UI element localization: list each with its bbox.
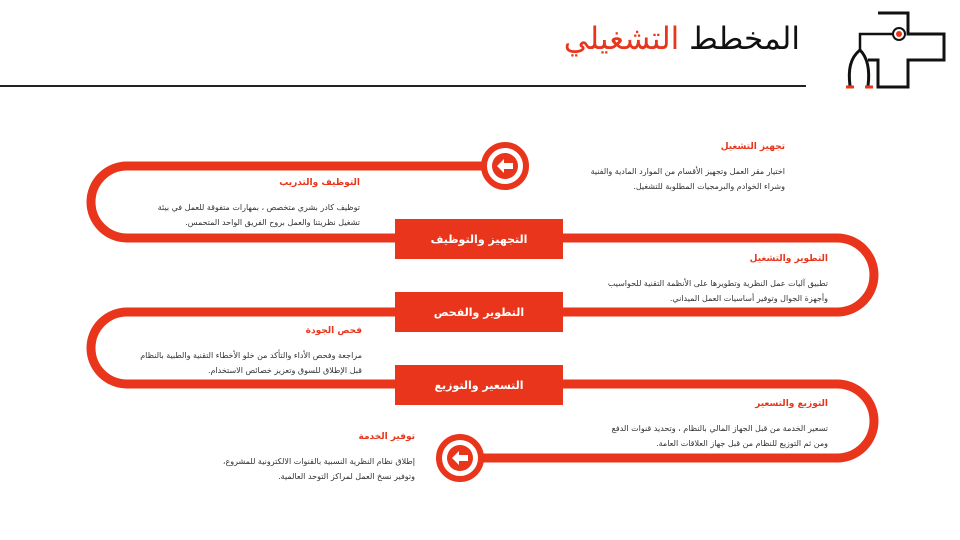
step-title: تجهيز التشغيل	[720, 142, 785, 152]
step-text: اختيار مقر العمل وتجهيز الأقسام من الموارد المادية والفنية وشراء الخوادم والبرمجيات المطلوبة للتشغيل.	[590, 167, 785, 191]
stage-bar-1: التجهيز والتوظيف	[395, 219, 563, 259]
step-4	[132, 326, 362, 378]
title-main: المخطط	[689, 21, 800, 57]
step-text: توظيف كادر بشري متخصص ، بمهارات متفوقة للعمل في بيئة تشغيل نظريتنا والعمل بروح الفريق الواحد المتحمس.	[157, 203, 360, 227]
title-accent: التشغيلي	[563, 21, 680, 57]
step-5	[608, 399, 828, 451]
step-title: توفير الخدمة	[358, 432, 415, 442]
step-3	[600, 254, 828, 306]
step-text: إطلاق نظام النظرية النسبية بالقنوات الالكترونية للمشروع، وتوفير نسخ العمل لمراكز التوحد العالمية.	[222, 457, 415, 481]
step-text: تطبيق آليات عمل النظرية وتطويرها على الأنظمة التقنية للحواسيب وأجهزة الجوال وتوفير أساسيات العمل الميداني.	[607, 279, 828, 303]
stage-bar-2: التطوير والفحص	[395, 292, 563, 332]
step-title: التوزيع والتسعير	[755, 399, 828, 409]
step-text: مراجعة وفحص الأداء والتأكد من خلو الأخطاء التقنية والطبية بالنظام قبل الإطلاق للسوق وتعزيز خصائص الاستخدام.	[140, 351, 362, 375]
step-text: تسعير الخدمة من قبل الجهاز المالي بالنظام ، وتحديد قنوات الدفع ومن ثم التوزيع للنظام من قبل جهاز العلاقات العامة.	[611, 424, 828, 448]
step-2	[145, 178, 360, 230]
step-title: فحص الجودة	[305, 326, 362, 336]
end-arrow-icon	[439, 437, 481, 479]
step-title: التوظيف والتدريب	[279, 178, 360, 188]
step-1	[570, 142, 785, 194]
start-arrow-icon	[484, 145, 526, 187]
stage-bar-3: التسعير والتوزيع	[395, 365, 563, 405]
step-title: التطوير والتشغيل	[749, 254, 828, 264]
step-6	[210, 432, 415, 484]
